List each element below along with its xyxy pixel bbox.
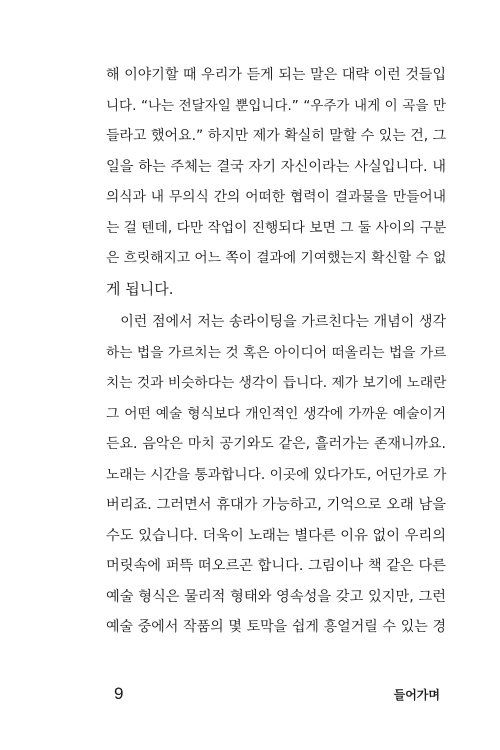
text-line: 치는 것과 비슷하다는 생각이 듭니다. 제가 보기에 노래란	[106, 375, 447, 391]
text-line: 예술 중에서 작품의 몇 토막을 쉽게 흥얼거릴 수 있는 경	[106, 619, 446, 635]
body-text	[106, 60, 446, 643]
text-line: 은 흐릿해지고 어느 쪽이 결과에 기여했는지 확신할 수 없	[106, 250, 447, 266]
text-line: 니다. “나는 전달자일 뿐입니다.” “우주가 내게 이 곡을 만	[106, 97, 446, 114]
text-line: 노래는 시간을 통과합니다. 이곳에 있다가도, 어딘가로 가	[106, 466, 447, 483]
text-line: 예술 형식은 물리적 형태와 영속성을 갖고 있지만, 그런	[106, 588, 446, 605]
text-line: 일을 하는 주체는 결국 자기 자신이라는 사실입니다. 내	[106, 158, 446, 175]
paragraph-2	[106, 307, 446, 643]
text-line: 들라고 했어요.” 하지만 제가 확실히 말할 수 있는 건, 그	[106, 128, 447, 144]
text-line: 해 이야기할 때 우리가 듣게 되는 말은 대략 이런 것들입	[106, 67, 446, 83]
text-line: 는 걸 텐데, 다만 작업이 진행되다 보면 그 둘 사이의 구분	[106, 219, 447, 236]
text-line: 하는 법을 가르치는 것 혹은 아이디어 떠올리는 법을 가르	[106, 344, 447, 361]
text-line: 게 됩니다.	[106, 279, 174, 298]
text-line: 그 어떤 예술 형식보다 개인적인 생각에 가까운 예술이거	[106, 405, 446, 422]
paragraph-1	[106, 60, 446, 304]
page-number: 9	[114, 684, 124, 703]
running-section-title: 들어가며	[393, 688, 440, 702]
text-line: 의식과 내 무의식 간의 어떠한 협력이 결과물을 만들어내	[106, 189, 446, 205]
text-line: 수도 있습니다. 더욱이 노래는 별다른 이유 없이 우리의	[106, 527, 446, 544]
text-line: 이런 점에서 저는 송라이팅을 가르친다는 개념이 생각	[106, 314, 446, 330]
text-line: 머릿속에 퍼뜩 떠오르곤 합니다. 그림이나 책 같은 다른	[106, 558, 446, 574]
text-line: 든요. 음악은 마치 공기와도 같은, 흘러가는 존재니까요.	[106, 436, 446, 452]
text-line: 버리죠. 그러면서 휴대가 가능하고, 기억으로 오래 남을	[106, 497, 446, 513]
page-footer	[0, 684, 500, 704]
